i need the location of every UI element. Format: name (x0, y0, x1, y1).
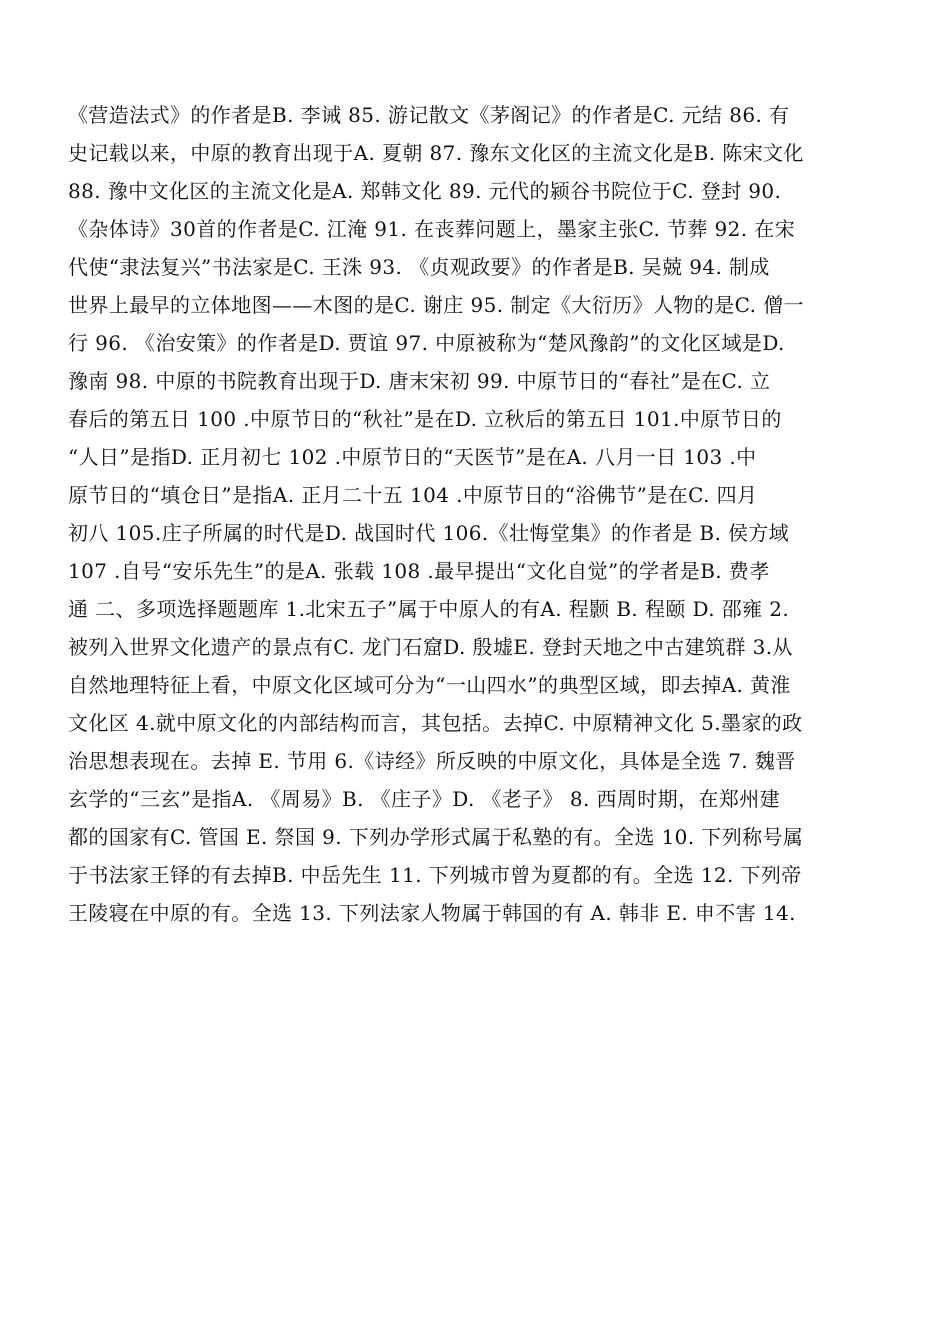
text-line: 行 96. 《治安策》的作者是D. 贾谊 97. 中原被称为“楚风豫韵”的文化区域是D. (68, 331, 785, 355)
text-line: 被列入世界文化遗产的景点有C. 龙门石窟D. 殷墟E. 登封天地之中古建筑群 3.从 (68, 635, 793, 659)
text-line: 于书法家王铎的有去掉B. 中岳先生 11. 下列城市曾为夏都的有。全选 12. 下列帝 (68, 863, 802, 887)
text-line: 春后的第五日 100 .中原节日的“秋社”是在D. 立秋后的第五日 101.中原节日的 (68, 407, 782, 431)
text-line: 107 .自号“安乐先生”的是A. 张载 108 .最早提出“文化自觉”的学者是B. 费孝 (68, 559, 770, 583)
text-line: 通 二、多项选择题题库 1.北宋五子”属于中原人的有A. 程颢 B. 程颐 D. 邵雍 2. (68, 597, 790, 621)
text-line: 初八 105.庄子所属的时代是D. 战国时代 106.《壮悔堂集》的作者是 B. 侯方域 (68, 521, 790, 545)
body-text (68, 96, 888, 932)
text-line: 都的国家有C. 管国 E. 祭国 9. 下列办学形式属于私塾的有。全选 10. 下列称号属 (68, 825, 804, 849)
text-line: 治思想表现在。去掉 E. 节用 6.《诗经》所反映的中原文化，具体是全选 7. 魏晋 (68, 749, 796, 773)
text-line: 文化区 4.就中原文化的内部结构而言，其包括。去掉C. 中原精神文化 5.墨家的政 (68, 711, 803, 735)
text-line: 《杂体诗》30首的作者是C. 江淹 91. 在丧葬问题上，墨家主张C. 节葬 92. 在宋 (68, 217, 796, 241)
text-line: 世界上最早的立体地图——木图的是C. 谢庄 95. 制定《大衍历》人物的是C. 僧一 (68, 293, 804, 317)
text-line: 《营造法式》的作者是B. 李诫 85. 游记散文《茅阁记》的作者是C. 元结 86. 有 (68, 103, 790, 127)
text-line: 史记载以来，中原的教育出现于A. 夏朝 87. 豫东文化区的主流文化是B. 陈宋文化 (68, 141, 804, 165)
text-line: 自然地理特征上看，中原文化区域可分为“一山四水”的典型区域，即去掉A. 黄淮 (68, 673, 791, 697)
text-line: “人日”是指D. 正月初七 102 .中原节日的“天医节”是在A. 八月一日 103 .中 (68, 445, 757, 469)
text-line: 玄学的“三玄”是指A. 《周易》B. 《庄子》D. 《老子》 8. 西周时期，在郑州建 (68, 787, 781, 811)
text-line: 88. 豫中文化区的主流文化是A. 郑韩文化 89. 元代的颍谷书院位于C. 登封 90. (68, 179, 782, 203)
text-line: 豫南 98. 中原的书院教育出现于D. 唐末宋初 99. 中原节日的“春社”是在C. 立 (68, 369, 771, 393)
text-line: 原节日的“填仓日”是指A. 正月二十五 104 .中原节日的“浴佛节”是在C. 四月 (68, 483, 758, 507)
text-line: 王陵寝在中原的有。全选 13. 下列法家人物属于韩国的有 A. 韩非 E. 申不害 14. (68, 901, 796, 925)
text-line: 代使“隶法复兴”书法家是C. 王洙 93. 《贞观政要》的作者是B. 吴兢 94. 制成 (68, 255, 770, 279)
